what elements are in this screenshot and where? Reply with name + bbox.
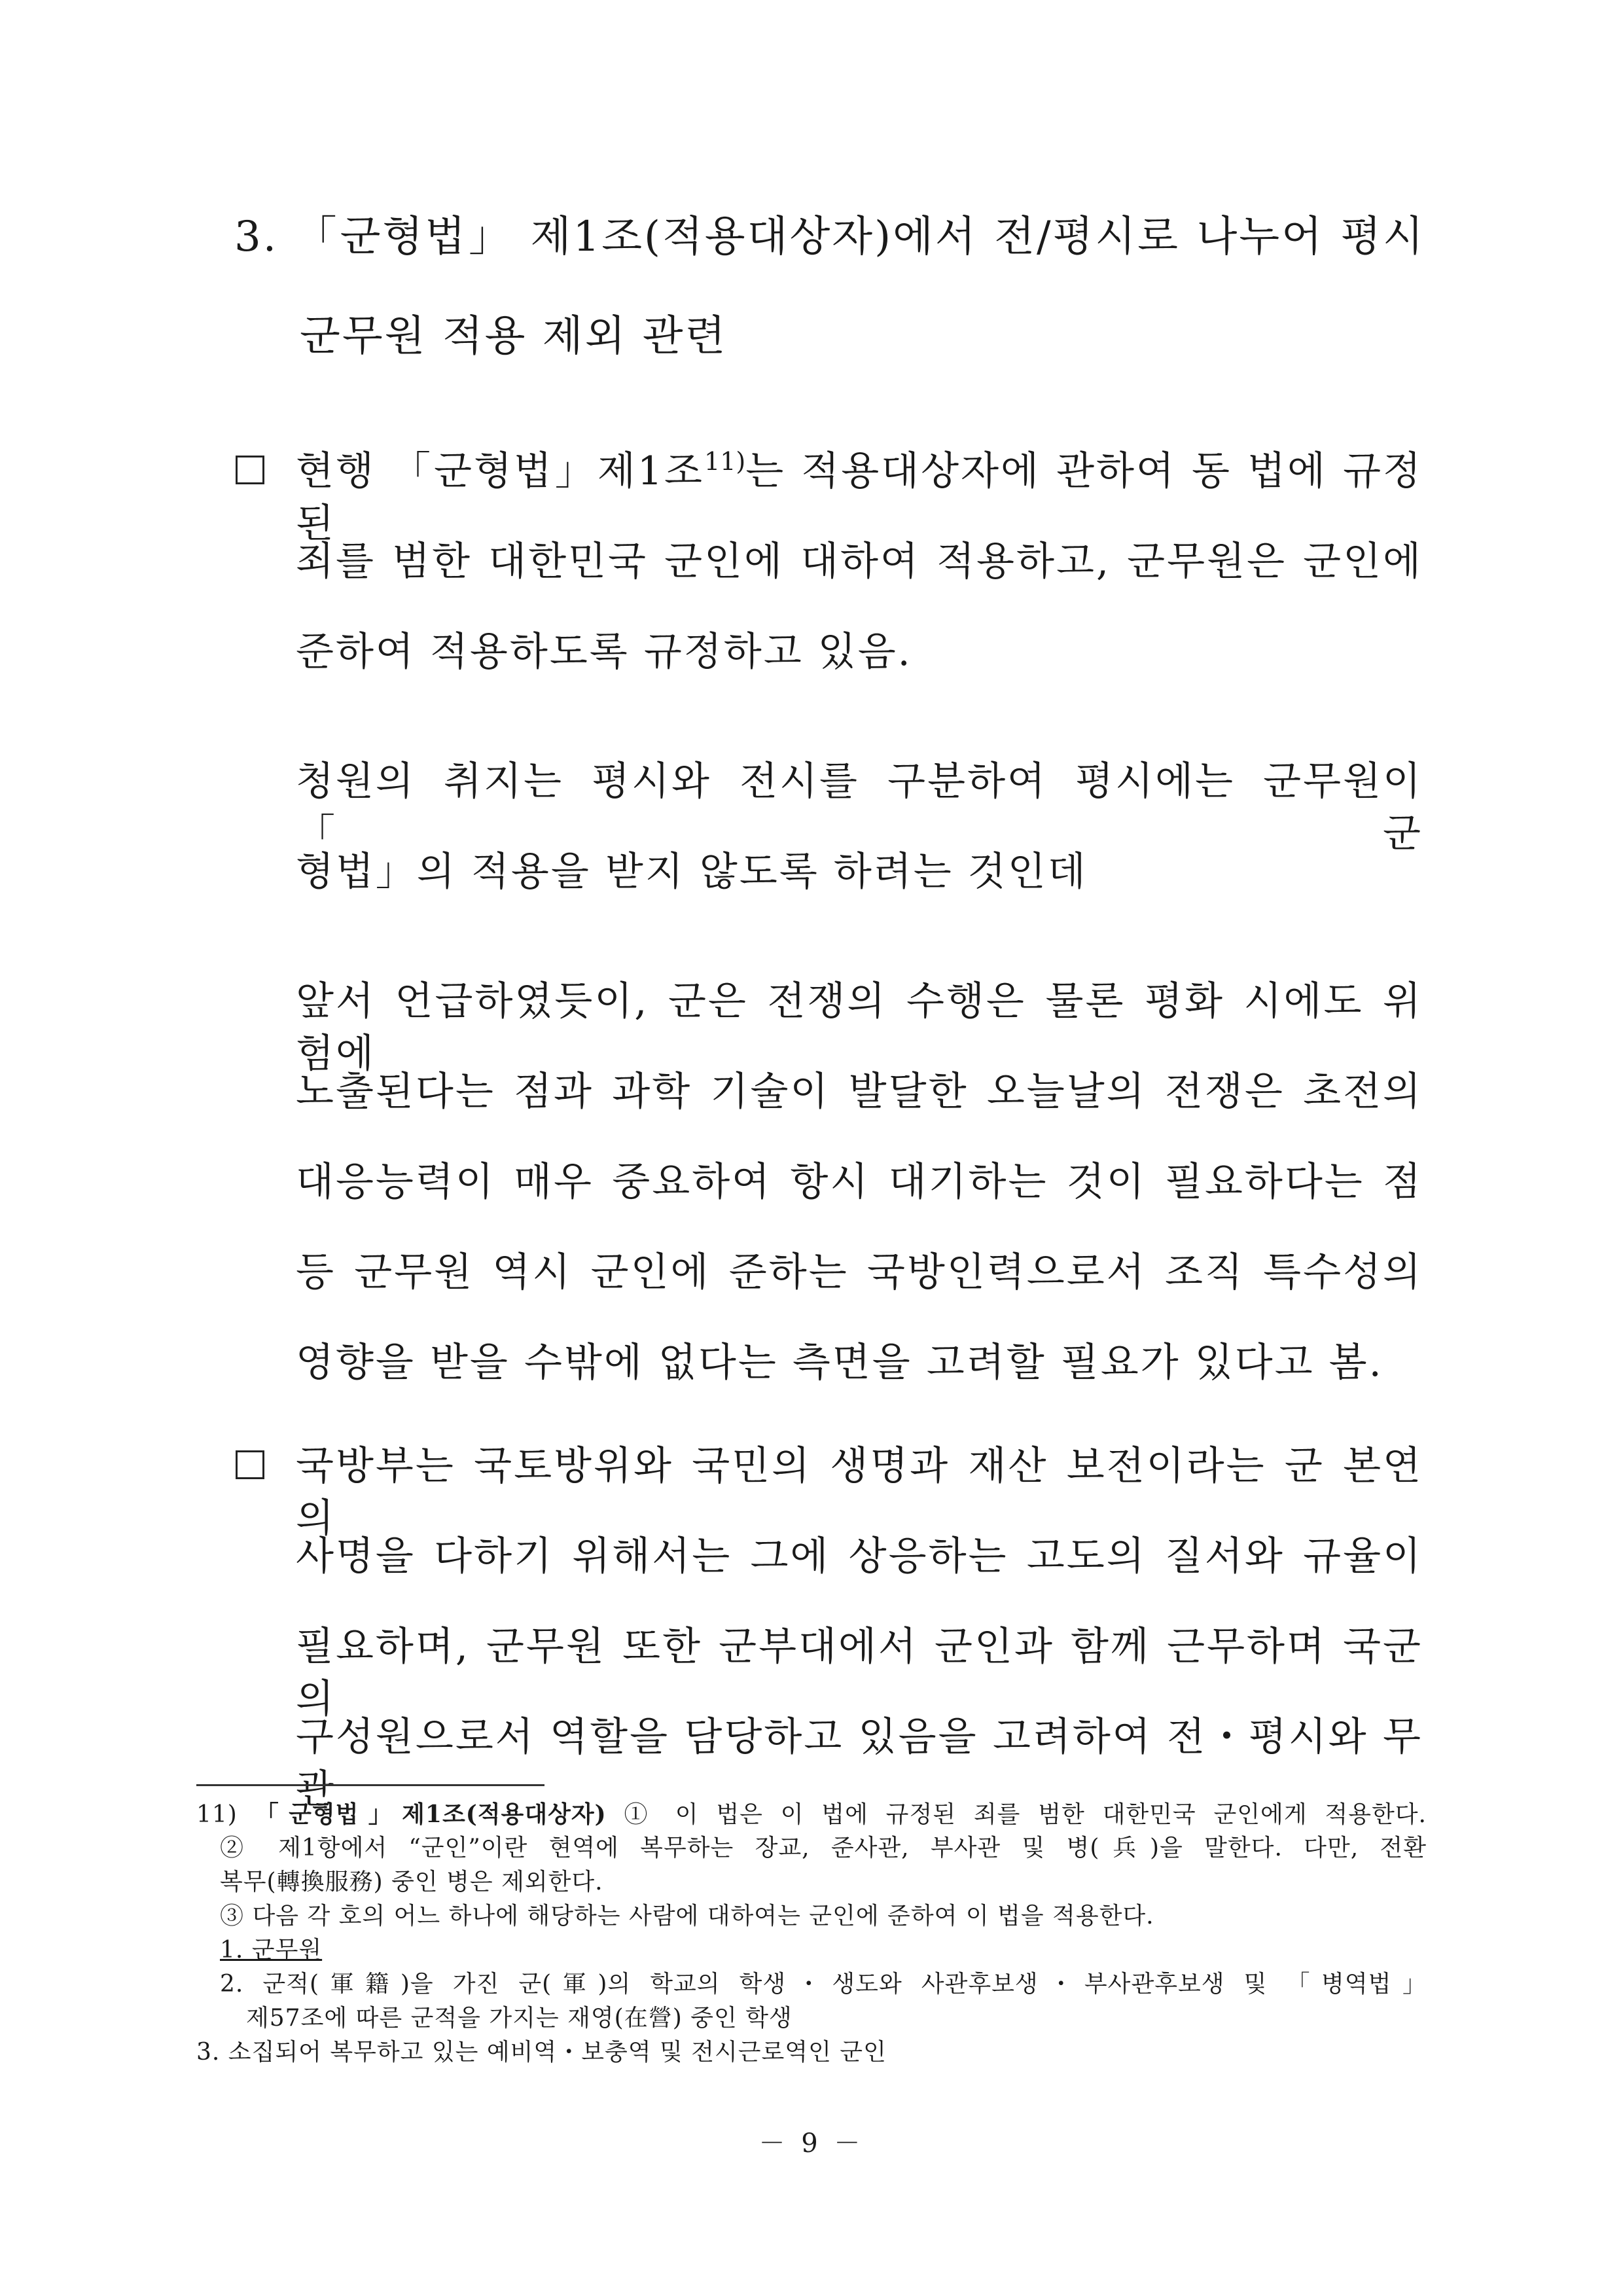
page-number: － 9 － — [758, 2128, 865, 2159]
section1-para3-line-3: 대응능력이 매우 중요하여 항시 대기하는 것이 필요하다는 점 — [296, 1159, 1423, 1205]
section-heading-line-1: 3. 「군형법」 제1조(적용대상자)에서 전/평시로 나누어 평시 — [234, 213, 1425, 261]
section1-para2-line-2: 형법」의 적용을 받지 않도록 하려는 것인데 — [296, 849, 1088, 895]
footnote-item-3: 3. 소집되어 복무하고 있는 예비역・보충역 및 전시근로역인 군인 — [196, 2039, 887, 2066]
section2-line-1: 국방부는 국토방위와 국민의 생명과 재산 보전이라는 군 본연의 — [296, 1443, 1423, 1541]
section2-line-2: 사명을 다하기 위해서는 그에 상응하는 고도의 질서와 규율이 — [296, 1534, 1423, 1579]
section1-line-2: 죄를 범한 대한민국 군인에 대하여 적용하고, 군무원은 군인에 — [296, 539, 1423, 584]
section1-para3-line-4: 등 군무원 역시 군인에 준하는 국방인력으로서 조직 특수성의 — [296, 1249, 1423, 1295]
footnote-item-2-line-2: 제57조에 따른 군적을 가지는 재영(在營) 중인 학생 — [246, 2005, 793, 2032]
section1-para3-line-5: 영향을 받을 수밖에 없다는 측면을 고려할 필요가 있다고 봄. — [296, 1340, 1383, 1386]
section2-line-3: 필요하며, 군무원 또한 군부대에서 군인과 함께 근무하며 국군의 — [296, 1624, 1423, 1722]
footnote-separator — [196, 1784, 544, 1786]
checkbox-icon — [236, 456, 264, 484]
section1-line-3: 준하여 적용하도록 규정하고 있음. — [296, 629, 912, 675]
footnote-line-1 — [196, 1799, 1427, 1830]
section1-para3-line-1: 앞서 언급하였듯이, 군은 전쟁의 수행은 물론 평화 시에도 위험에 — [296, 978, 1423, 1077]
footnote-line-2: ② 제1항에서 “군인”이란 현역에 복무하는 장교, 준사관, 부사관 및 병(兵)을 말한다. 다만, 전환 — [220, 1835, 1427, 1861]
footnote-item-2-line-1: 2. 군적(軍籍)을 가진 군(軍)의 학교의 학생・생도와 사관후보생・부사관후보생 및 「병역법」 — [220, 1971, 1427, 1998]
footnote-item-1: 1. 군무원 — [220, 1937, 323, 1964]
section1-para2-line-1: 청원의 취지는 평시와 전시를 구분하여 평시에는 군무원이 「군 — [296, 759, 1423, 857]
section1-line-1-before: 현행 「군형법」제1조 — [296, 448, 705, 494]
section-heading-line-2: 군무원 적용 제외 관련 — [300, 312, 728, 361]
section1-line-1-after: 는 적용대상자에 관하여 동 법에 규정된 — [296, 448, 1423, 547]
footnote-reference-11: 11) — [704, 447, 746, 476]
section1-line-1 — [296, 445, 1423, 547]
checkbox-icon — [236, 1450, 264, 1479]
footnote-number: 11) — [196, 1801, 238, 1828]
footnote-line-1-rest: ① 이 법은 이 법에 규정된 죄를 범한 대한민국 군인에게 적용한다. — [624, 1801, 1427, 1828]
footnote-title: 「군형법」제1조(적용대상자) — [255, 1801, 607, 1828]
section2-line-4: 구성원으로서 역할을 담당하고 있음을 고려하여 전・평시와 무관 — [296, 1714, 1423, 1812]
footnote-line-4: ③ 다음 각 호의 어느 하나에 해당하는 사람에 대하여는 군인에 준하여 이 법을 적용한다. — [220, 1903, 1154, 1929]
section1-para3-line-2: 노출된다는 점과 과학 기술이 발달한 오늘날의 전쟁은 초전의 — [296, 1069, 1423, 1115]
footnote-line-3: 복무(轉換服務) 중인 병은 제외한다. — [220, 1869, 603, 1895]
